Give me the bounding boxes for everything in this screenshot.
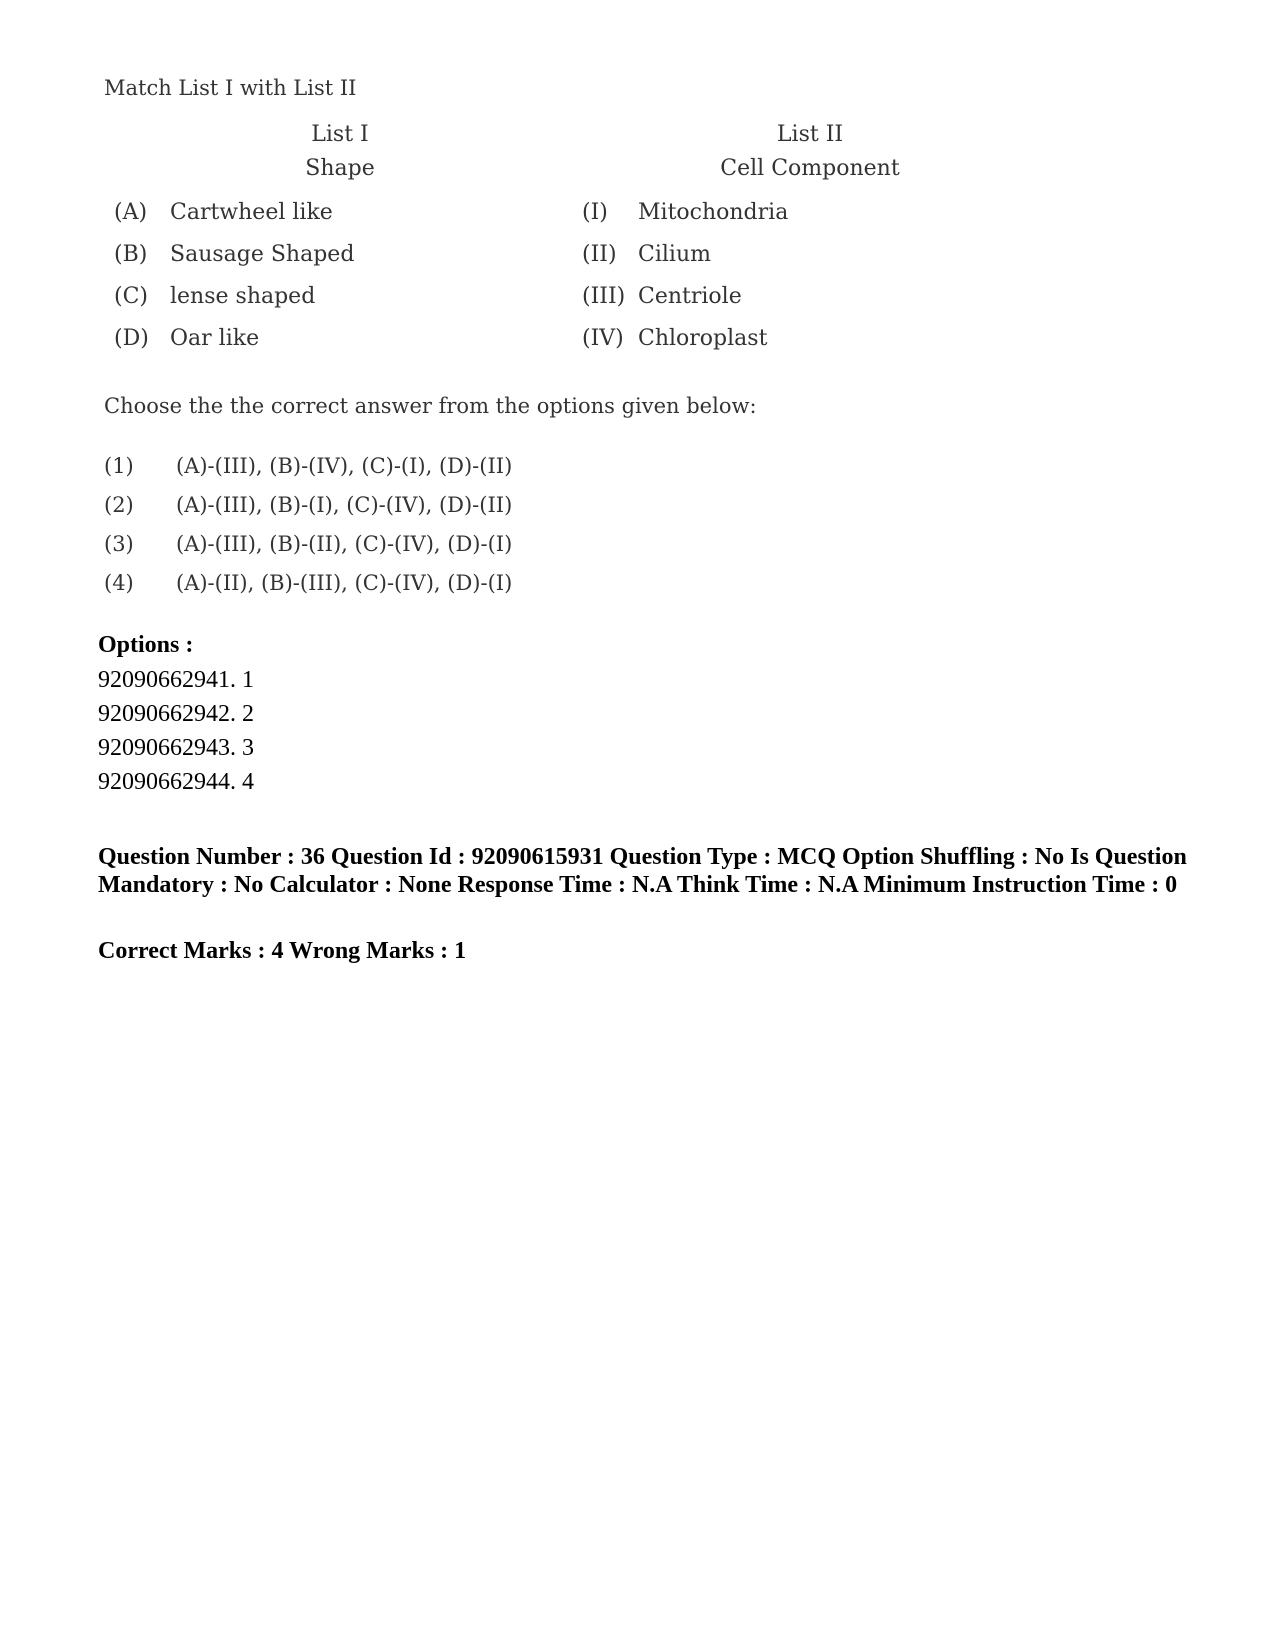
list1-item: lense shaped xyxy=(170,284,316,309)
option-item: 92090662941. 1 xyxy=(98,667,254,693)
list1-title: List I xyxy=(311,122,369,147)
list2-title: List II xyxy=(776,122,844,147)
list1-label: (A) xyxy=(114,200,148,225)
list2-item: Cilium xyxy=(638,242,711,267)
list1-item: Oar like xyxy=(170,326,260,351)
choice-number: (4) xyxy=(104,571,134,595)
list2-label: (III) xyxy=(582,284,626,309)
question-instruction: Choose the the correct answer from the options given below: xyxy=(104,394,757,418)
choice-text: (A)-(II), (B)-(III), (C)-(IV), (D)-(I) xyxy=(176,571,513,595)
list2-item: Mitochondria xyxy=(638,200,789,225)
question-image xyxy=(100,70,980,630)
choice-text: (A)-(III), (B)-(IV), (C)-(I), (D)-(II) xyxy=(176,454,513,478)
list1-label: (C) xyxy=(114,284,148,309)
list2-item: Centriole xyxy=(638,284,742,309)
option-item: 92090662943. 3 xyxy=(98,735,254,761)
choice-text: (A)-(III), (B)-(II), (C)-(IV), (D)-(I) xyxy=(176,532,513,556)
list1-subtitle: Shape xyxy=(305,156,375,181)
choice-number: (1) xyxy=(104,454,134,478)
list2-item: Chloroplast xyxy=(638,326,768,351)
list2-subtitle: Cell Component xyxy=(720,156,900,181)
list2-label: (II) xyxy=(582,242,617,267)
options-heading: Options : xyxy=(98,632,194,658)
marks-info: Correct Marks : 4 Wrong Marks : 1 xyxy=(98,938,467,964)
list1-item: Sausage Shaped xyxy=(170,242,355,267)
option-item: 92090662944. 4 xyxy=(98,769,254,795)
list1-item: Cartwheel like xyxy=(170,200,333,225)
choice-number: (2) xyxy=(104,493,134,517)
list2-label: (I) xyxy=(582,200,608,225)
choice-text: (A)-(III), (B)-(I), (C)-(IV), (D)-(II) xyxy=(176,493,513,517)
list2-label: (IV) xyxy=(582,326,624,351)
choice-number: (3) xyxy=(104,532,134,556)
list1-label: (B) xyxy=(114,242,148,267)
question-metadata: Question Number : 36 Question Id : 92090615931 Question Type : MCQ Option Shuffling : No Is Question Mandatory : No Calculator : None Response Time : N.A Think Time : N.A Minimum Instruction Time : 0 xyxy=(98,844,1187,898)
option-item: 92090662942. 2 xyxy=(98,701,254,727)
question-prompt: Match List I with List II xyxy=(104,76,357,100)
list1-label: (D) xyxy=(114,326,149,351)
